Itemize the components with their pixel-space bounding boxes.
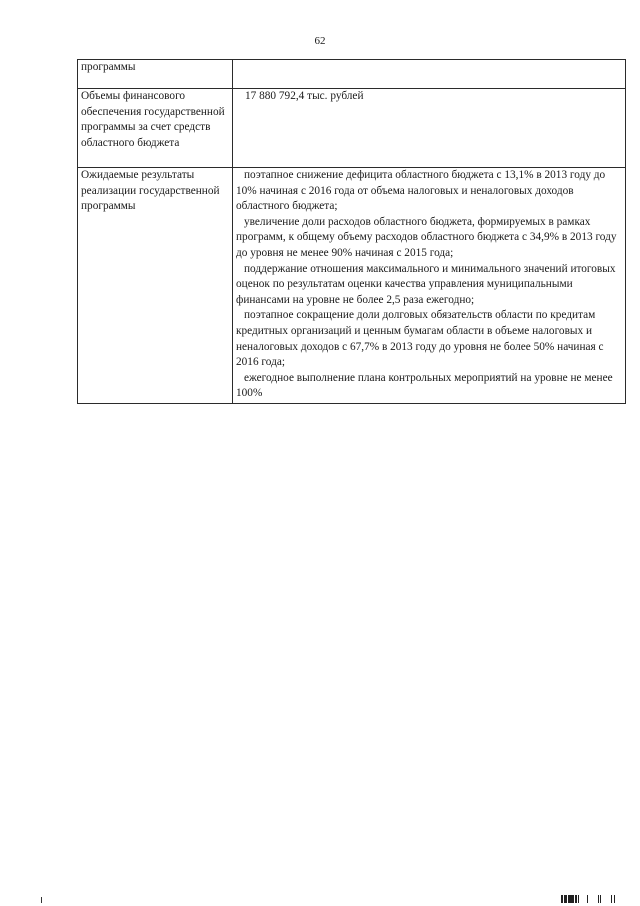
barcode-mark — [561, 895, 615, 903]
page-number: 62 — [314, 35, 326, 47]
table-row — [78, 60, 626, 89]
result-item — [236, 308, 622, 370]
row-label: Объемы финансового обеспечения государственной программы за счет средств областного бюджета — [78, 89, 233, 168]
result-item — [236, 262, 622, 309]
result-item-text: увеличение доли расходов областного бюджета, формируемых в рамках программ, к общему объему расходов областного бюджета с 34,9% в 2013 году до уровня не менее 90% начиная с 2015 года; — [236, 215, 617, 259]
result-item — [236, 371, 622, 402]
result-item — [236, 168, 622, 215]
row-value — [233, 60, 626, 89]
funding-amount: 17 880 792,4 тыс. рублей — [245, 90, 364, 102]
scan-mark — [41, 897, 42, 903]
result-item-text: ежегодное выполнение плана контрольных мероприятий на уровне не менее 100% — [236, 371, 613, 400]
result-item-text: поэтапное сокращение доли долговых обязательств области по кредитам кредитных организаций и ценным бумагам области в объеме налоговых и неналоговых доходов с 67,7% в 2013 году до уровня не более 50% начиная с 2016 года; — [236, 309, 604, 369]
result-item — [236, 215, 622, 262]
result-item-text: поэтапное снижение дефицита областного бюджета с 13,1% в 2013 году до 10% начиная с 2016 года от объема налоговых и неналоговых доходов областного бюджета; — [236, 169, 606, 213]
program-passport-table — [77, 59, 626, 404]
result-item-text: поддержание отношения максимального и минимального значений итоговых оценок по результатам оценки качества управления муниципальными финансами на уровне не более 2,5 раза ежегодно; — [236, 262, 616, 306]
table-row — [78, 168, 626, 404]
funding-value-cell — [233, 89, 626, 168]
row-label: программы — [78, 60, 233, 89]
expected-results-cell — [233, 168, 626, 404]
row-label: Ожидаемые результаты реализации государственной программы — [78, 168, 233, 404]
table-row — [78, 89, 626, 168]
